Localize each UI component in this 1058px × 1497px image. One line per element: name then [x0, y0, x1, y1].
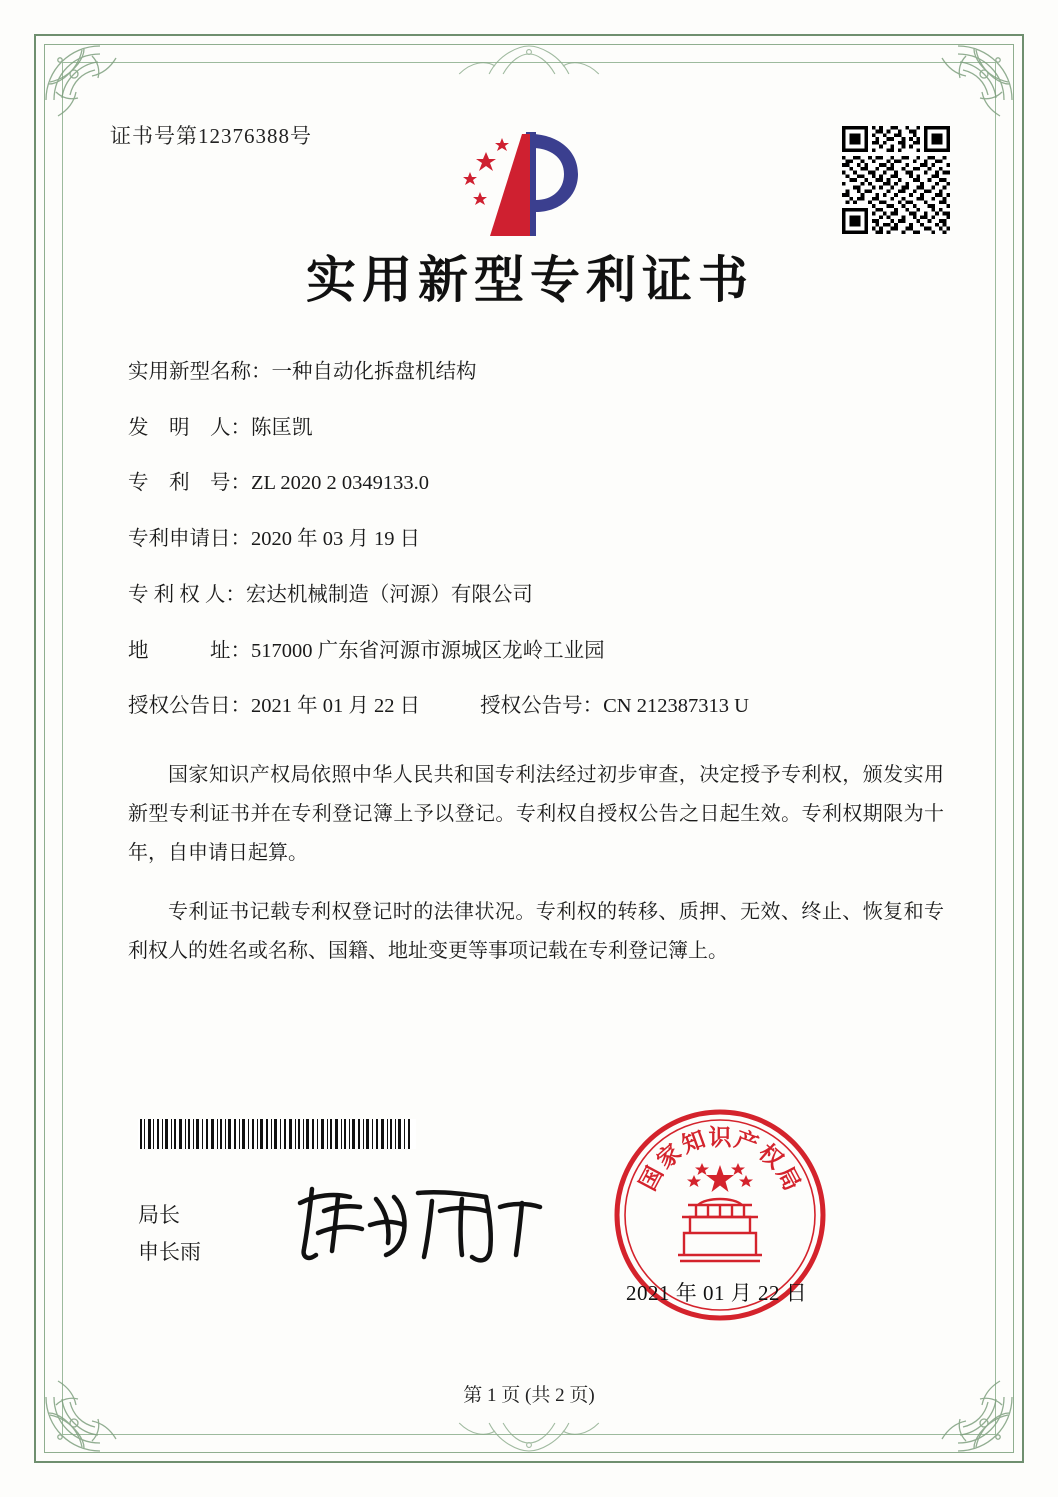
- barcode: [138, 1119, 416, 1149]
- field-value: 517000 广东省河源市源城区龙岭工业园: [251, 639, 605, 662]
- field-label: 专 利 权 人：: [128, 583, 246, 606]
- field-value: 2020 年 03 月 19 日: [251, 528, 421, 551]
- page-title: 实用新型专利证书: [306, 251, 754, 309]
- legal-text: [128, 756, 944, 971]
- field-label-grant-number: 授权公告号：: [480, 695, 604, 718]
- svg-text:国: 国: [635, 1162, 669, 1196]
- certificate-content: [110, 120, 950, 991]
- svg-text:家: 家: [652, 1139, 687, 1175]
- legal-paragraph-2: 专利证书记载专利权登记时的法律状况。专利权的转移、质押、无效、终止、恢复和专利权人的姓名或名称、国籍、地址变更等事项记载在专利登记簿上。: [128, 901, 944, 963]
- director-title: 局长: [138, 1203, 180, 1227]
- certificate-number: 证书号第12376388号: [110, 124, 312, 148]
- svg-text:识: 识: [708, 1125, 732, 1151]
- field-value: ZL 2020 2 0349133.0: [251, 472, 430, 495]
- certificate-fields: [128, 358, 950, 722]
- field-grant-publication: [128, 692, 950, 722]
- director-signature: [290, 1177, 550, 1267]
- field-patent-number: [128, 469, 950, 499]
- field-application-date: [128, 525, 950, 555]
- field-utility-model-name: [128, 358, 950, 388]
- field-label: 地 址：: [128, 639, 251, 662]
- director-name: 申长雨: [138, 1239, 201, 1264]
- edge-ornament-top: [160, 44, 898, 78]
- seal-date: 2021 年 01 月 22 日: [626, 1281, 808, 1305]
- legal-paragraph-1: 国家知识产权局依照中华人民共和国专利法经过初步审查，决定授予专利权，颁发实用新型专利证书并在专利登记簿上予以登记。专利权自授权公告之日起生效。专利权期限为十年，自申请日起算。: [128, 764, 944, 865]
- field-label: 专 利 号：: [128, 472, 251, 495]
- field-label-grant-date: 授权公告日：: [128, 695, 251, 718]
- svg-text:局: 局: [771, 1162, 805, 1196]
- director-block: [138, 1197, 201, 1271]
- svg-text:权: 权: [753, 1139, 788, 1175]
- field-label: 专利申请日：: [128, 528, 251, 551]
- field-label: 发 明 人：: [128, 416, 251, 439]
- field-value: 宏达机械制造（河源）有限公司: [245, 583, 533, 606]
- svg-text:产: 产: [731, 1126, 762, 1159]
- field-inventor: [128, 414, 950, 444]
- field-patentee: [128, 581, 950, 611]
- field-label: 实用新型名称：: [128, 361, 272, 383]
- page-number: 第 1 页 (共 2 页): [463, 1385, 595, 1406]
- field-value-grant-number: CN 212387313 U: [603, 695, 749, 718]
- field-value: 一种自动化拆盘机结构: [271, 361, 477, 383]
- field-value-grant-date: 2021 年 01 月 22 日: [251, 695, 421, 718]
- certificate-footer: [110, 1095, 950, 1395]
- edge-ornament-bottom: [160, 1419, 898, 1453]
- svg-text:知: 知: [678, 1126, 709, 1159]
- field-address: [128, 637, 950, 667]
- field-value: 陈匡凯: [251, 416, 313, 439]
